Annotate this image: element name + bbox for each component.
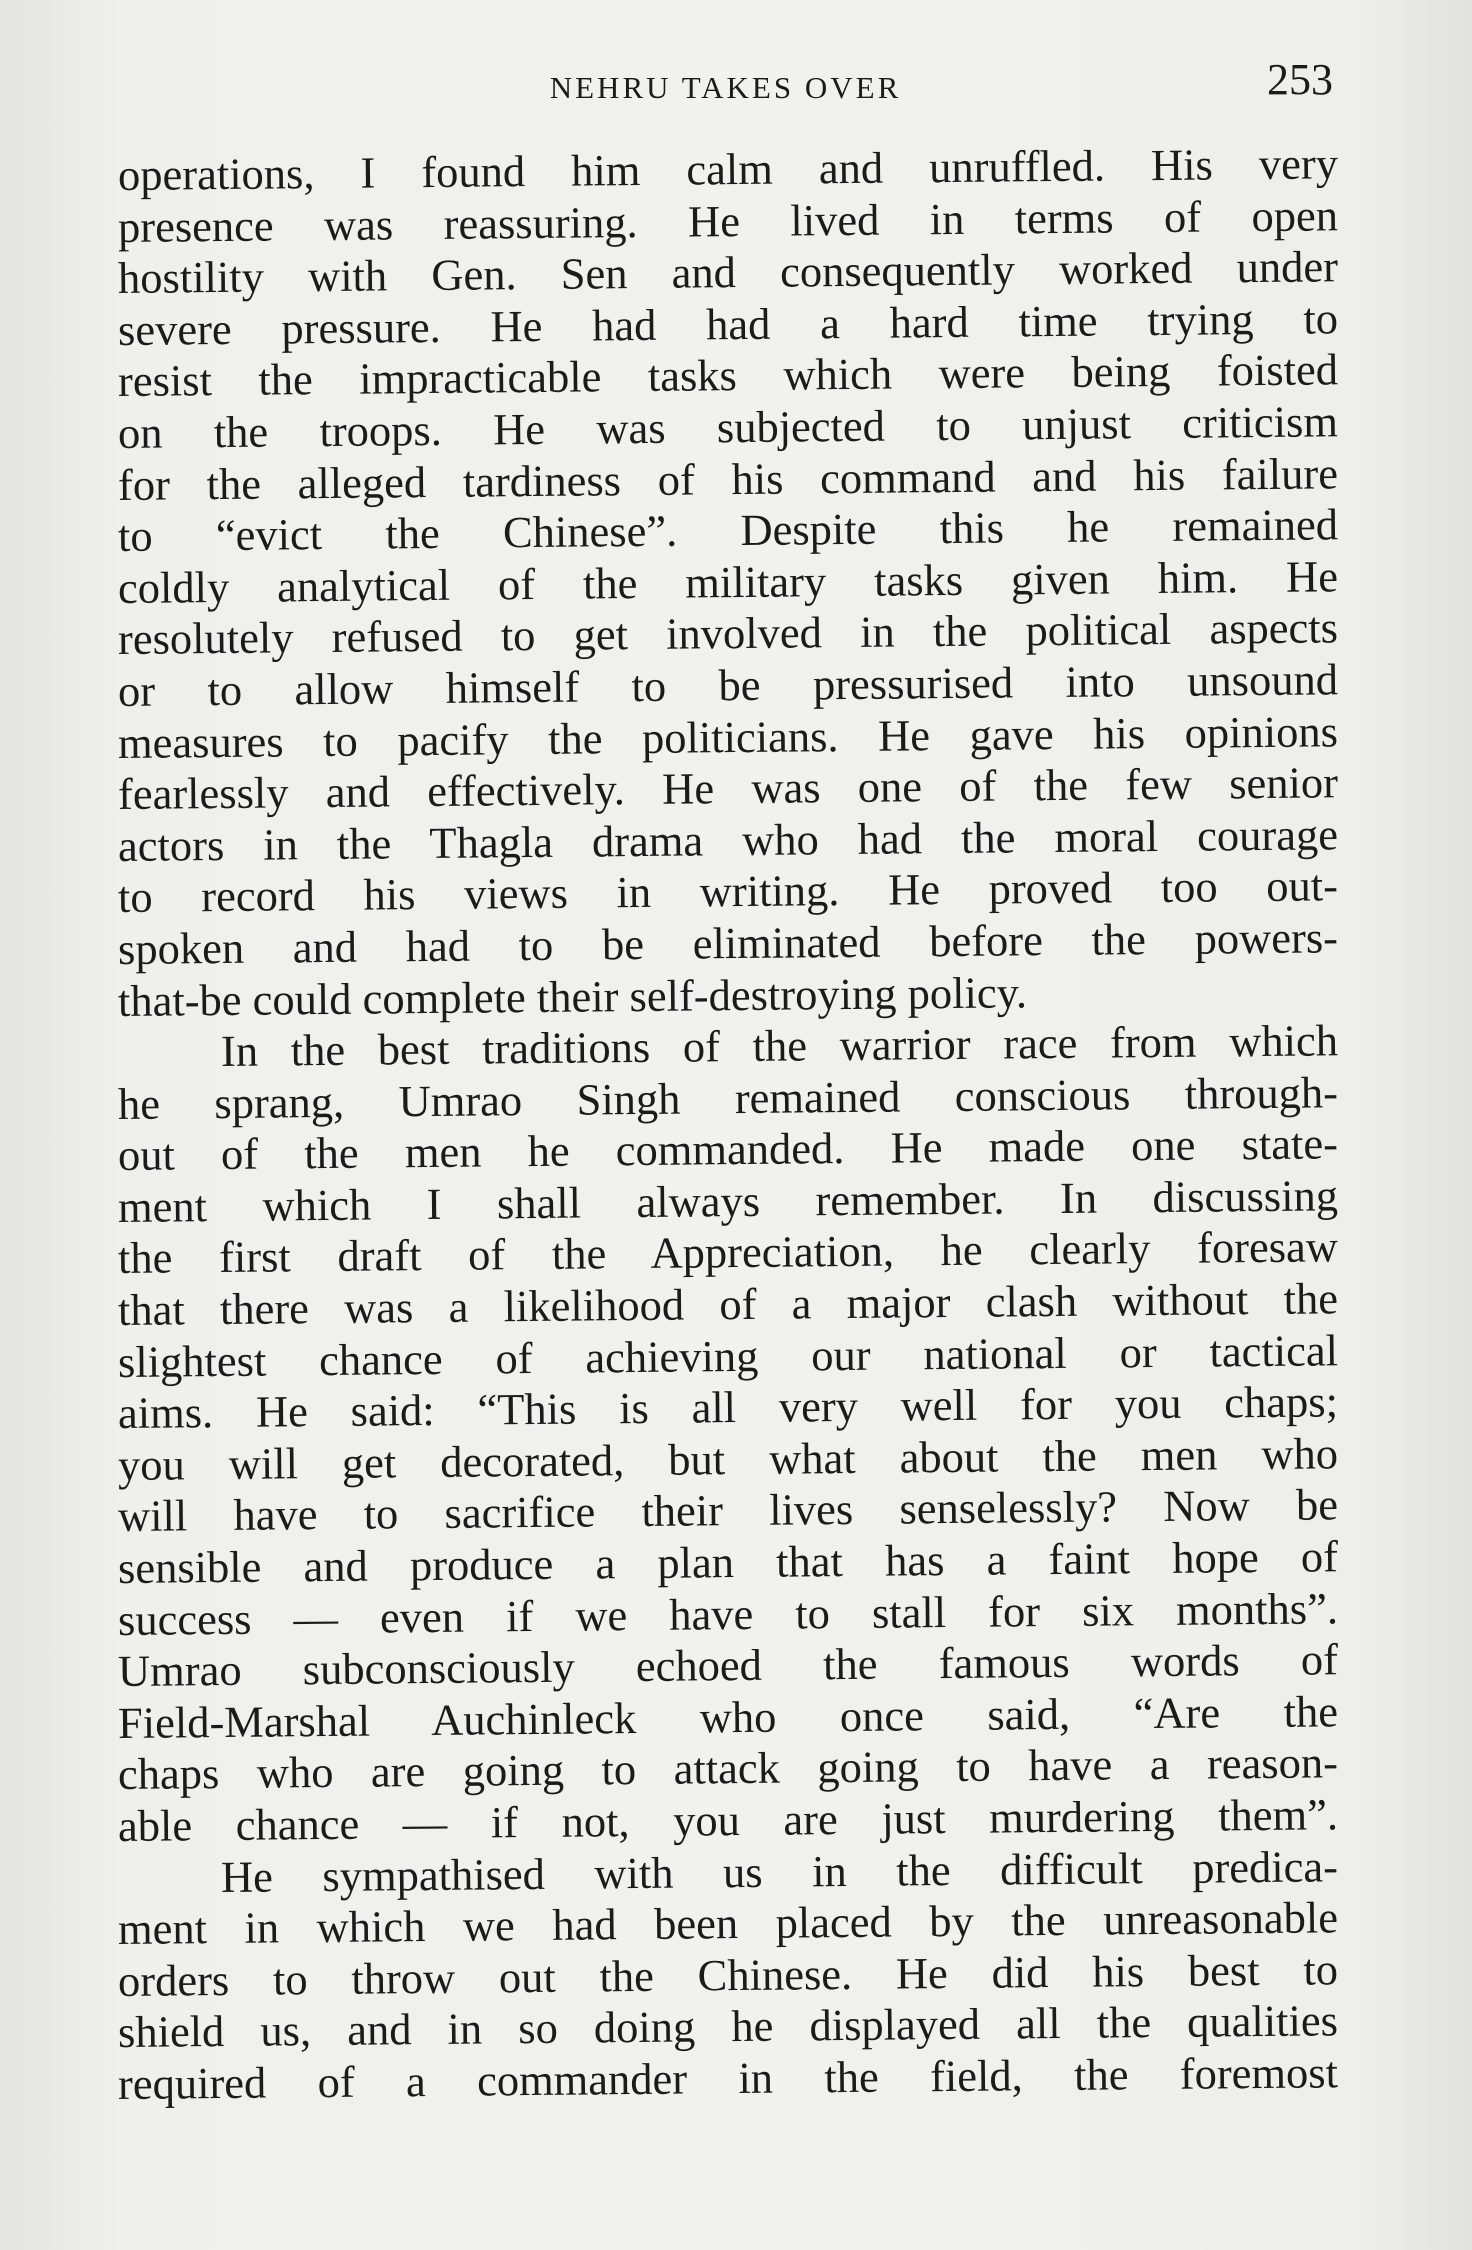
- text-line: slightest chance of achieving our national or tactical: [117, 1324, 1339, 1387]
- text-line: orders to throw out the Chinese. He did his best to: [117, 1944, 1339, 2006]
- text-line: He sympathised with us in the difficult predica-: [220, 1840, 1339, 1902]
- text-line: actors in the Thagla drama who had the moral courage: [117, 809, 1339, 871]
- text-line: spoken and had to be eliminated before the powers-: [117, 912, 1339, 974]
- running-title: NEHRU TAKES OVER: [549, 70, 902, 105]
- text-line: will have to sacrifice their lives senselessly? Now be: [117, 1479, 1339, 1542]
- text-line: you will get decorated, but what about the men who: [117, 1428, 1339, 1490]
- text-line: shield us, and in so doing he displayed all the qualities: [117, 1995, 1339, 2058]
- text-line: for the alleged tardiness of his command and his failure: [117, 447, 1339, 510]
- text-line: ment in which we had been placed by the unreasonable: [117, 1892, 1339, 1955]
- text-line: resist the impracticable tasks which were being foisted: [117, 344, 1339, 407]
- text-line: that there was a likelihood of a major clash without the: [117, 1273, 1339, 1336]
- page-number: 253: [1267, 55, 1333, 104]
- paragraph: [117, 1840, 1339, 2111]
- text-line: presence was reassuring. He lived in terms of open: [117, 189, 1339, 252]
- text-line: required of a commander in the field, the foremost: [117, 2047, 1339, 2109]
- text-line: Umrao subconsciously echoed the famous words of: [117, 1634, 1339, 1697]
- text-line: success — even if we have to stall for six months”.: [117, 1582, 1339, 1645]
- text-line: chaps who are going to attack going to have a reason-: [117, 1737, 1339, 1800]
- text-line: operations, I found him calm and unruffled. His very: [117, 138, 1339, 200]
- text-line: Field-Marshal Auchinleck who once said, “Are the: [117, 1686, 1339, 1748]
- text-line: on the troops. He was subjected to unjust criticism: [117, 396, 1339, 458]
- text-line: that-be could complete their self-destroying policy.: [117, 966, 1028, 1026]
- text-line: hostility with Gen. Sen and consequently worked under: [117, 241, 1339, 304]
- text-line: In the best traditions of the warrior race from which: [220, 1015, 1339, 1077]
- paragraph: [117, 138, 1339, 1027]
- paragraph: [117, 1015, 1339, 1853]
- text-line: fearlessly and effectively. He was one of the few senior: [117, 757, 1339, 820]
- text-line: the first draft of the Appreciation, he clearly foresaw: [117, 1221, 1339, 1284]
- text-line: sensible and produce a plan that has a faint hope of: [117, 1531, 1339, 1594]
- text-line: resolutely refused to get involved in the political aspects: [117, 602, 1339, 665]
- text-line: to “evict the Chinese”. Despite this he remained: [117, 499, 1339, 562]
- text-line: he sprang, Umrao Singh remained conscious through-: [117, 1066, 1339, 1129]
- running-header: [118, 55, 1333, 122]
- text-line: severe pressure. He had had a hard time trying to: [117, 293, 1339, 355]
- text-line: out of the men he commanded. He made one state-: [117, 1118, 1339, 1181]
- text-line: to record his views in writing. He proved too out-: [117, 860, 1339, 923]
- text-line: able chance — if not, you are just murdering them”.: [117, 1789, 1339, 1851]
- text-line: or to allow himself to be pressurised into unsound: [117, 654, 1339, 716]
- text-line: measures to pacify the politicians. He gave his opinions: [117, 705, 1339, 768]
- text-line: aims. He said: “This is all very well for you chaps;: [117, 1376, 1339, 1439]
- text-line: coldly analytical of the military tasks given him. He: [117, 551, 1339, 613]
- body-text: [117, 138, 1339, 2111]
- text-line: ment which I shall always remember. In discussing: [117, 1170, 1339, 1232]
